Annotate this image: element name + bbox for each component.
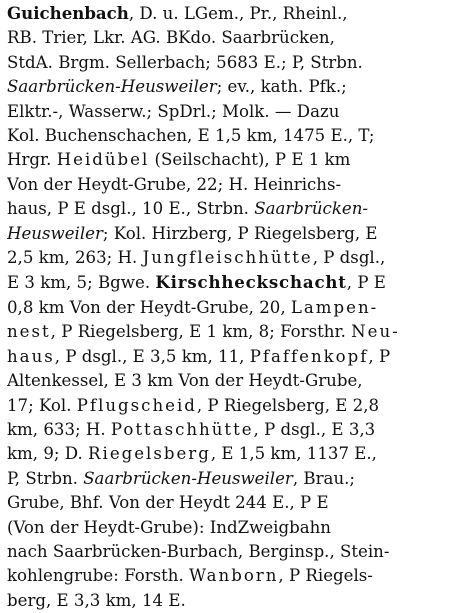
text-segment: Pfaffenkopf [249,346,369,366]
text-segment: Kol. Buchenschachen, E 1,5 km, 1475 E., T; [7,126,375,146]
text-line [7,540,457,564]
text-segment: Elktr.-, Wasserw.; SpDrl.; Molk. — Dazu [7,101,340,121]
text-segment: Altenkessel, E 3 km Von der Heydt-Grube, [7,371,363,391]
text-segment: , P Riegels- [278,566,373,586]
text-segment: berg, E 3,3 km, 14 E. [7,590,186,610]
text-segment: Pottaschhütte [110,419,254,439]
text-segment: RB. Trier, Lkr. AG. BKdo. Saarbrücken, [7,28,335,48]
text-segment: ; Kol. Hirzberg, P Riegelsberg, E [102,223,378,243]
text-segment: Heidübel [56,150,150,170]
text-segment: 17; Kol. [7,395,77,415]
text-segment: E 3 km, 5; Bgwe. [7,273,156,293]
text-line [7,516,457,540]
text-segment: haus [7,346,55,366]
text-line [7,124,457,148]
gazetteer-entry [7,1,457,613]
text-segment: Saarbrücken-Heusweiler [83,468,293,488]
text-segment: Heusweiler [7,223,103,243]
entry-headword: Guichenbach [7,3,129,23]
text-segment: Riegelsberg [88,444,211,464]
text-segment: StdA. Brgm. Sellerbach; 5683 E.; P, Strbn. [7,52,363,72]
text-line [7,270,457,295]
text-segment: 2,5 km, 263; H. [7,248,143,268]
text-segment: , P dsgl., [312,248,386,268]
text-line [7,246,457,270]
text-segment: (Von der Heydt-Grube): IndZweigbahn [7,517,331,537]
text-line [7,296,457,320]
text-segment: , Brau.; [292,468,355,488]
text-line [7,148,457,172]
text-segment: , E 1,5 km, 1137 E., [210,444,377,464]
text-line [7,418,457,442]
text-segment: Saarbrücken-Heusweiler [7,77,217,97]
text-line [7,345,457,369]
text-segment: , P dsgl., E 3,5 km, 11, [54,346,250,366]
text-segment: Von der Heydt-Grube, 22; H. Heinrichs- [7,174,342,194]
text-line [7,394,457,418]
text-line [7,197,457,221]
text-line [7,26,457,50]
text-segment: Wanborn [189,566,279,586]
text-segment: , P Riegelsberg, E 2,8 [196,395,380,415]
text-line [7,75,457,99]
text-line [7,320,457,344]
text-segment: nest [7,322,51,342]
text-segment: (Seilschacht), P E 1 km [149,150,351,170]
text-segment: ; ev., kath. Pfk.; [216,77,347,97]
text-segment: Saarbrücken- [254,199,369,219]
text-line [7,442,457,466]
text-segment: 0,8 km Von der Heydt-Grube, 20, [7,297,291,317]
text-segment: kohlengrube: Forsth. [7,566,190,586]
text-line [7,491,457,515]
text-segment: Hrgr. [7,150,57,170]
text-segment: Kirschheckschacht [155,272,347,293]
text-segment: Grube, Bhf. Von der Heydt 244 E., P E [7,493,329,513]
text-line [7,589,457,613]
text-line [7,467,457,491]
text-line [7,222,457,246]
text-segment: Pflugscheid [76,395,197,415]
text-line [7,51,457,75]
text-line [7,173,457,197]
text-segment: haus, P E dsgl., 10 E., Strbn. [7,199,255,219]
text-segment: , P Riegelsberg, E 1 km, 8; Forsthr. [50,322,352,342]
text-line [7,369,457,393]
text-line [7,100,457,124]
text-segment: nach Saarbrücken-Burbach, Berginsp., Stein- [7,541,390,561]
text-segment: P, Strbn. [7,468,84,488]
text-segment: , P [368,346,391,366]
text-segment: km, 9; D. [7,444,89,464]
text-line [7,1,457,26]
text-segment: Jungfleischhütte [142,248,313,268]
text-segment: Neu- [351,322,400,342]
text-segment: km, 633; H. [7,419,111,439]
text-line [7,564,457,588]
text-segment: , D. u. LGem., Pr., Rheinl., [128,4,348,23]
text-segment: Lampen- [290,297,379,317]
text-segment: , P dsgl., E 3,3 [253,419,376,439]
text-segment: , P E [346,273,386,293]
